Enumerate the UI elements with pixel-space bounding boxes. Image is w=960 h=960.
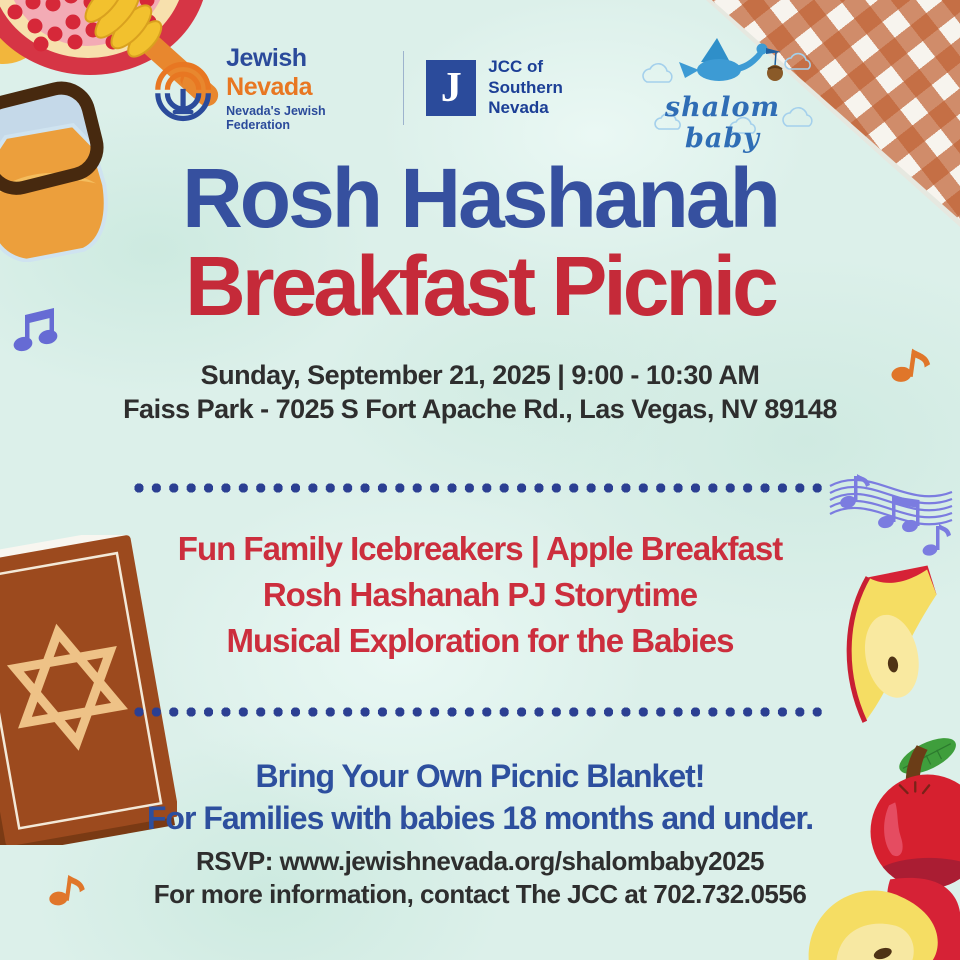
- event-location: Faiss Park - 7025 S Fort Apache Rd., Las Vegas, NV 89148: [123, 394, 837, 424]
- logo-row: [150, 36, 810, 154]
- dotted-divider-bottom: [134, 707, 828, 717]
- event-datetime: Sunday, September 21, 2025 | 9:00 - 10:30 AM: [200, 360, 760, 390]
- jcc-name-line1: JCC of: [488, 56, 544, 76]
- jcc-logo: [426, 57, 613, 119]
- jewish-nevada-wordmark: Jewish Nevada: [226, 44, 313, 101]
- shalom-baby-logo: [635, 36, 810, 154]
- rsvp-link-text: RSVP: www.jewishnevada.org/shalombaby2025: [195, 846, 765, 876]
- stork-icon: [673, 36, 793, 96]
- logo-divider: [403, 51, 405, 125]
- jewish-nevada-tagline: Nevada's Jewish Federation: [226, 104, 326, 132]
- jcc-monogram: J: [426, 60, 476, 116]
- activity-line: Musical Exploration for the Babies: [226, 622, 734, 659]
- title-line2: Breakfast Picnic: [185, 239, 775, 333]
- picnic-note: Bring Your Own Picnic Blanket!: [255, 758, 705, 794]
- menorah-icon: [150, 54, 216, 122]
- activity-line: Fun Family Icebreakers | Apple Breakfast: [177, 530, 783, 567]
- activities-list: [0, 526, 960, 664]
- shalom-baby-wordmark: shalom baby: [664, 92, 781, 154]
- dotted-divider-top: [134, 483, 828, 493]
- title-line1: Rosh Hashanah: [182, 151, 778, 245]
- contact-info: For more information, contact The JCC at 702.732.0556: [153, 879, 807, 909]
- jcc-name-line2: Southern Nevada: [488, 77, 563, 118]
- jewish-nevada-logo: [150, 44, 381, 132]
- activity-line: Rosh Hashanah PJ Storytime: [262, 576, 698, 613]
- audience-note: For Families with babies 18 months and under.: [146, 800, 814, 836]
